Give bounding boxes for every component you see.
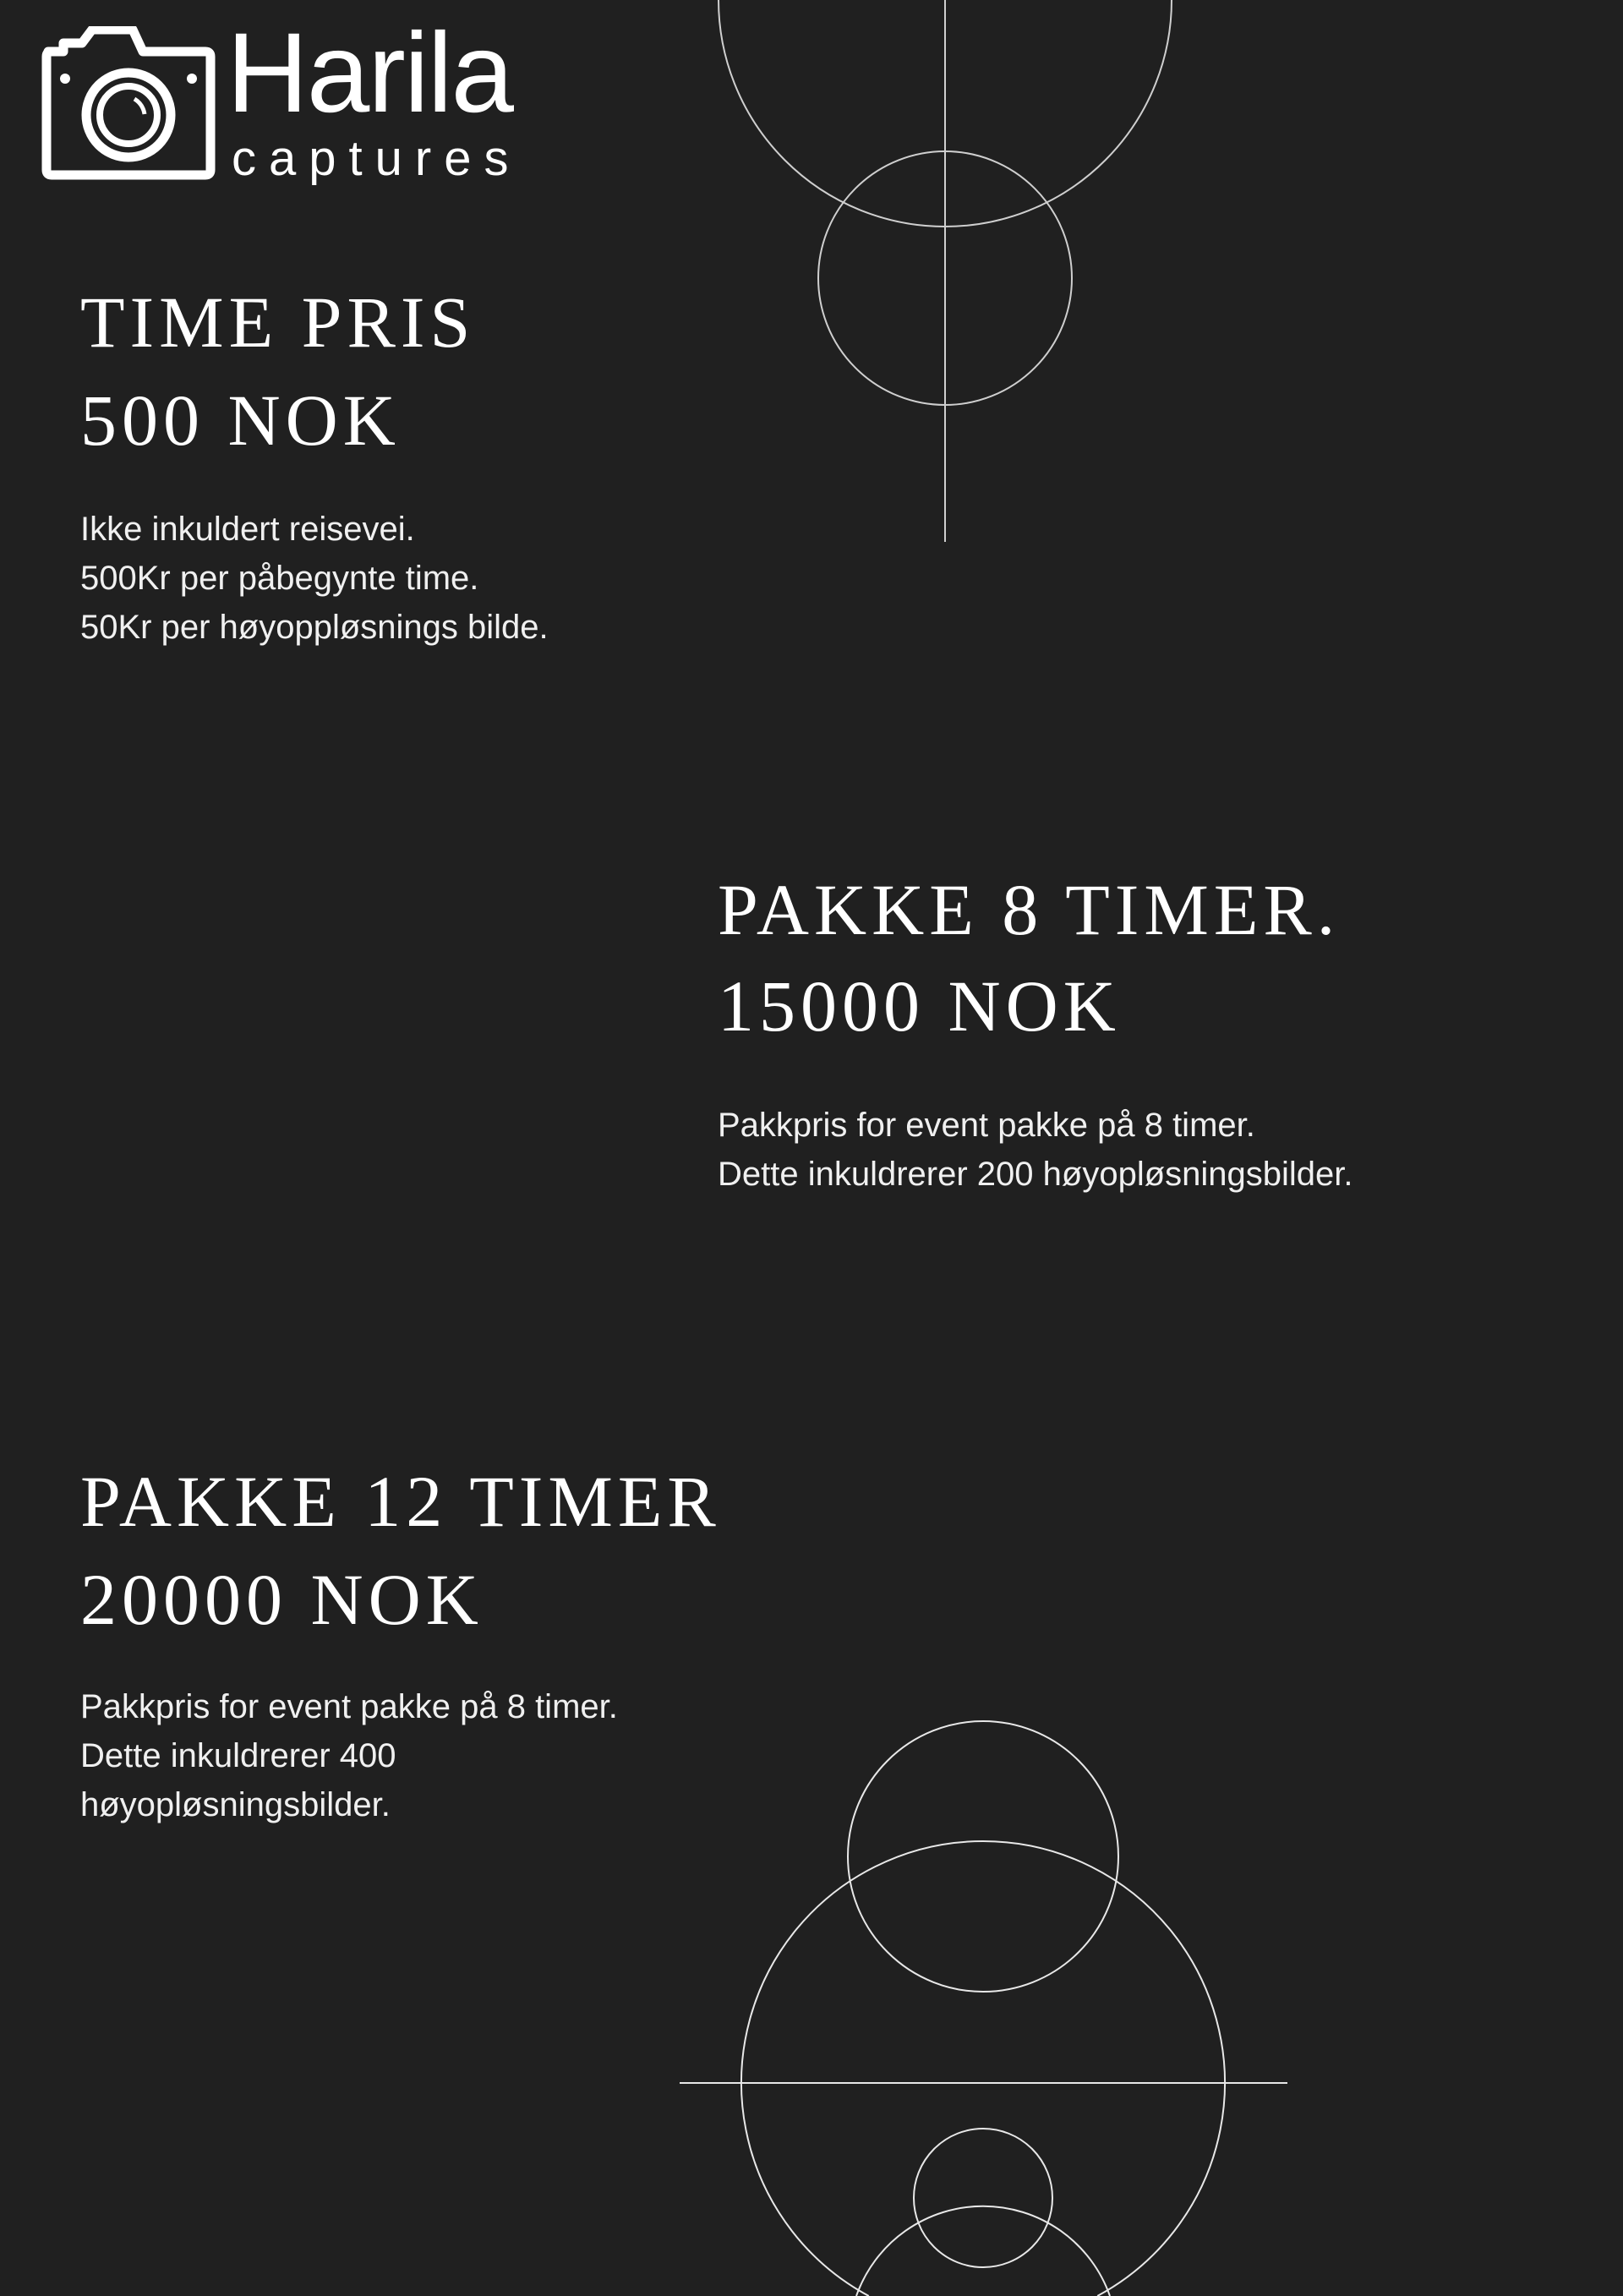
brand-tagline: captures	[232, 131, 522, 186]
description-line: Pakkpris for event pakke på 8 timer.	[718, 1107, 1255, 1144]
bottom-large-circle	[741, 1841, 1225, 2296]
section-description	[80, 1682, 618, 1829]
brand-name: Harila	[227, 10, 512, 136]
section-price: 500 NOK	[80, 380, 401, 461]
section-description	[718, 1101, 1353, 1199]
section-price: 20000 NOK	[80, 1559, 484, 1640]
description-line: Dette inkuldrerer 200 høyopløsningsbilder.	[718, 1156, 1353, 1193]
bottom-lower-circle	[856, 2206, 1110, 2296]
description-line: 500Kr per påbegynte time.	[80, 560, 479, 597]
bottom-small-circle	[914, 2129, 1052, 2267]
description-line: Ikke inkuldert reisevei.	[80, 511, 415, 548]
camera-icon	[40, 26, 217, 180]
section-price: 15000 NOK	[718, 965, 1121, 1047]
description-line: høyopløsningsbilder.	[80, 1786, 391, 1823]
description-line: 50Kr per høyoppløsnings bilde.	[80, 609, 549, 646]
section-title: TIME PRIS	[80, 282, 476, 363]
description-line: Dette inkuldrerer 400	[80, 1737, 396, 1774]
bottom-upper-circle	[848, 1721, 1118, 1992]
section-title: PAKKE 12 TIMER	[80, 1461, 721, 1542]
section-title: PAKKE 8 TIMER.	[718, 869, 1341, 950]
section-description	[80, 505, 549, 652]
description-line: Pakkpris for event pakke på 8 timer.	[80, 1688, 618, 1725]
